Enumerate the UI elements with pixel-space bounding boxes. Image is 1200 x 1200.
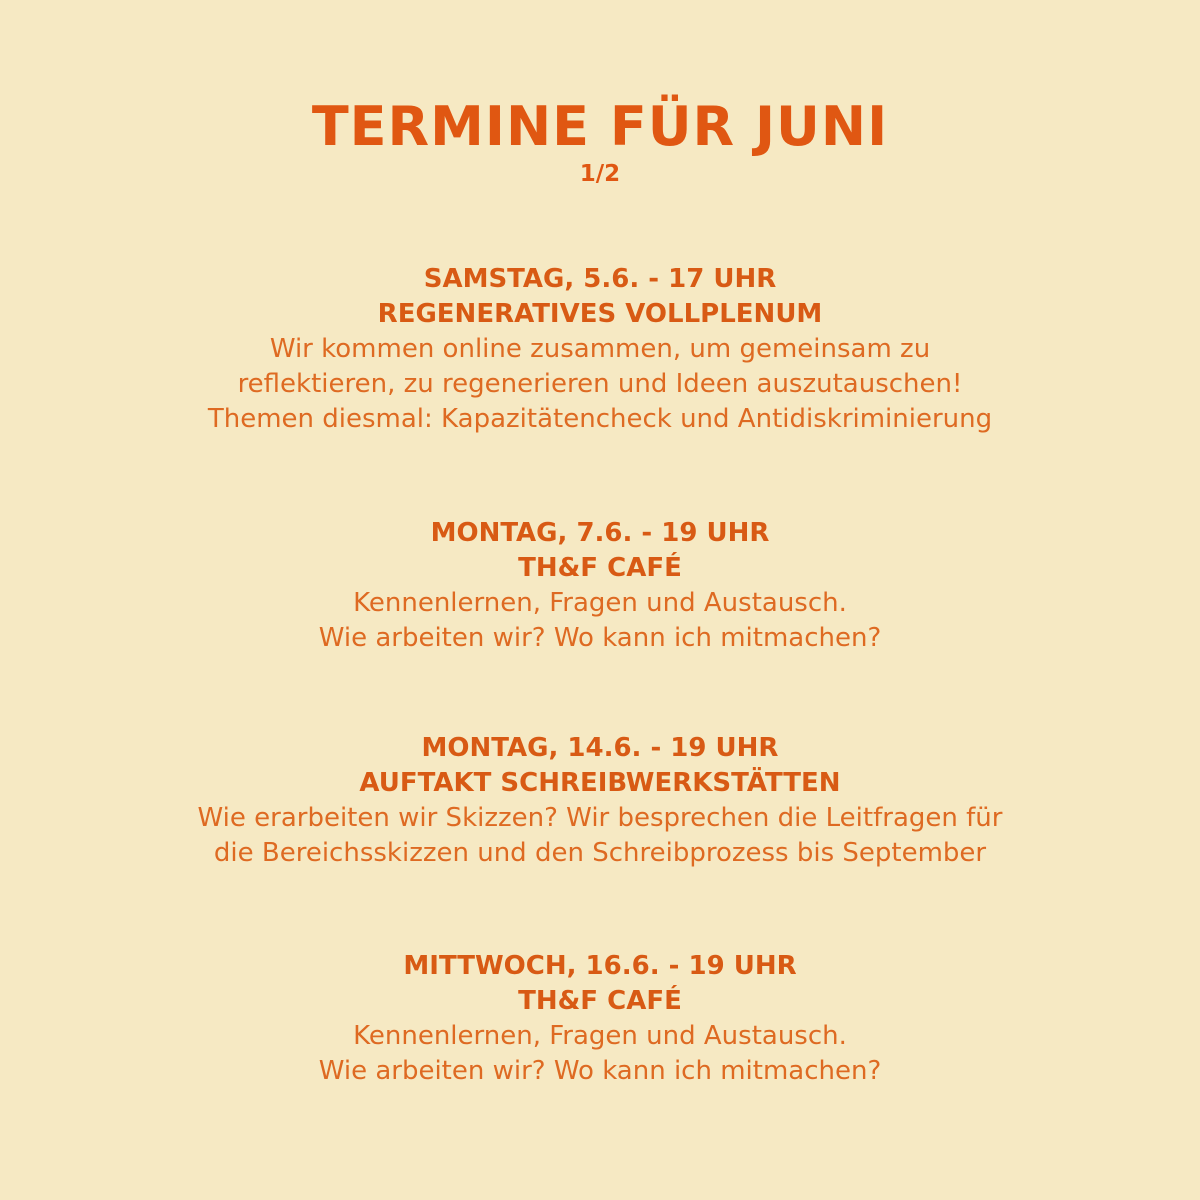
event-name: AUFTAKT SCHREIBWERKSTÄTTEN [359,768,841,798]
description-line: Wie erarbeiten wir Skizzen? Wir besprechen die Leitfragen für [197,803,1003,833]
event-item [0,516,1200,656]
description-line: die Bereichsskizzen und den Schreibprozess bis September [213,838,987,868]
event-item [0,731,1200,871]
event-description [0,801,1200,871]
event-name: TH&F CAFÉ [518,986,682,1016]
event-item [0,262,1200,437]
description-line: reflektieren, zu regenerieren und Ideen auszutauschen! [237,369,963,399]
description-line: Wie arbeiten wir? Wo kann ich mitmachen? [318,1056,882,1086]
event-date: MITTWOCH, 16.6. - 19 UHR [403,951,797,981]
event-item [0,949,1200,1089]
event-date: MONTAG, 14.6. - 19 UHR [421,733,779,763]
page-title: TERMINE FÜR JUNI [311,95,889,158]
event-description [0,1019,1200,1089]
description-line: Wir kommen online zusammen, um gemeinsam zu [269,334,931,364]
description-line: Themen diesmal: Kapazitätencheck und Antidiskriminierung [207,404,993,434]
description-line: Kennenlernen, Fragen und Austausch. [353,1021,847,1051]
event-description [0,332,1200,437]
event-date: SAMSTAG, 5.6. - 17 UHR [423,264,777,294]
description-line: Wie arbeiten wir? Wo kann ich mitmachen? [318,623,882,653]
event-name: REGENERATIVES VOLLPLENUM [377,299,823,329]
event-description [0,586,1200,656]
event-date: MONTAG, 7.6. - 19 UHR [430,518,770,548]
description-line: Kennenlernen, Fragen und Austausch. [353,588,847,618]
page-indicator: 1/2 [579,161,621,187]
event-name: TH&F CAFÉ [518,553,682,583]
